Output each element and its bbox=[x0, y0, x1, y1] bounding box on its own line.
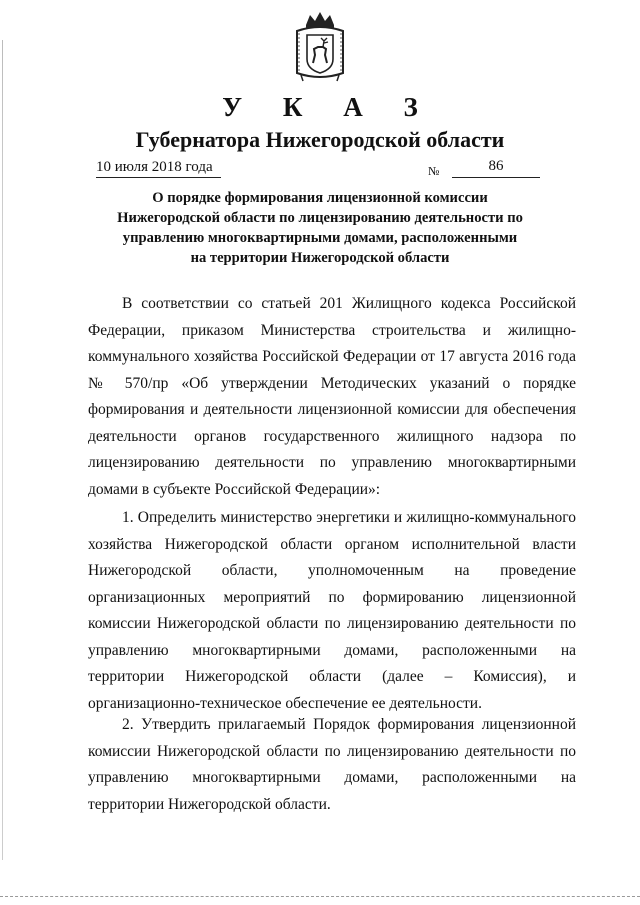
scan-edge-left bbox=[2, 40, 3, 860]
scan-edge-bottom bbox=[0, 896, 640, 899]
clause-1-paragraph: 1. Определить министерство энергетики и жилищно-коммунального хозяйства Нижегородской области органом исполнительной власти Нижегородской области, уполномоченным на проведение организационных мероприятий по формированию лицензионной комиссии Нижегородской области по лицензированию деятельности по управлению многоквартирными домами, расположенными на территории Нижегородской области (далее – Комиссия), и организационно-техническое обеспечение ее деятельности. bbox=[88, 509, 576, 712]
document-title: У К А З bbox=[222, 92, 435, 122]
document-subtitle: Губернатора Нижегородской области bbox=[135, 127, 505, 152]
coat-of-arms-icon bbox=[293, 11, 347, 83]
heading-line: О порядке формирования лицензионной комиссии bbox=[152, 190, 488, 206]
preamble-paragraph: В соответствии со статьей 201 Жилищного кодекса Российской Федерации, приказом Министерства строительства и жилищно-коммунального хозяйства Российской Федерации от 17 августа 2016 года № 570/пр «Об утверждении Методических указаний о порядке формирования и деятельности лицензионной комиссии для обеспечения деятельности органов государственного жилищного надзора по лицензированию деятельности по управлению многоквартирными домами в субъекте Российской Федерации»: bbox=[88, 295, 576, 498]
heading-line: на территории Нижегородской области bbox=[190, 250, 450, 266]
heading-line: Нижегородской области по лицензированию деятельности по bbox=[117, 210, 523, 226]
document-heading bbox=[80, 188, 560, 268]
heading-line: управлению многоквартирными домами, расположенными bbox=[122, 230, 518, 246]
clause-2-paragraph: 2. Утвердить прилагаемый Порядок формирования лицензионной комиссии Нижегородской области по лицензированию деятельности по управлению многоквартирными домами, расположенными на территории Нижегородской области. bbox=[88, 716, 576, 813]
document-date: 10 июля 2018 года bbox=[96, 159, 221, 178]
document-number: 86 bbox=[452, 158, 540, 178]
number-sign: № bbox=[428, 164, 440, 178]
